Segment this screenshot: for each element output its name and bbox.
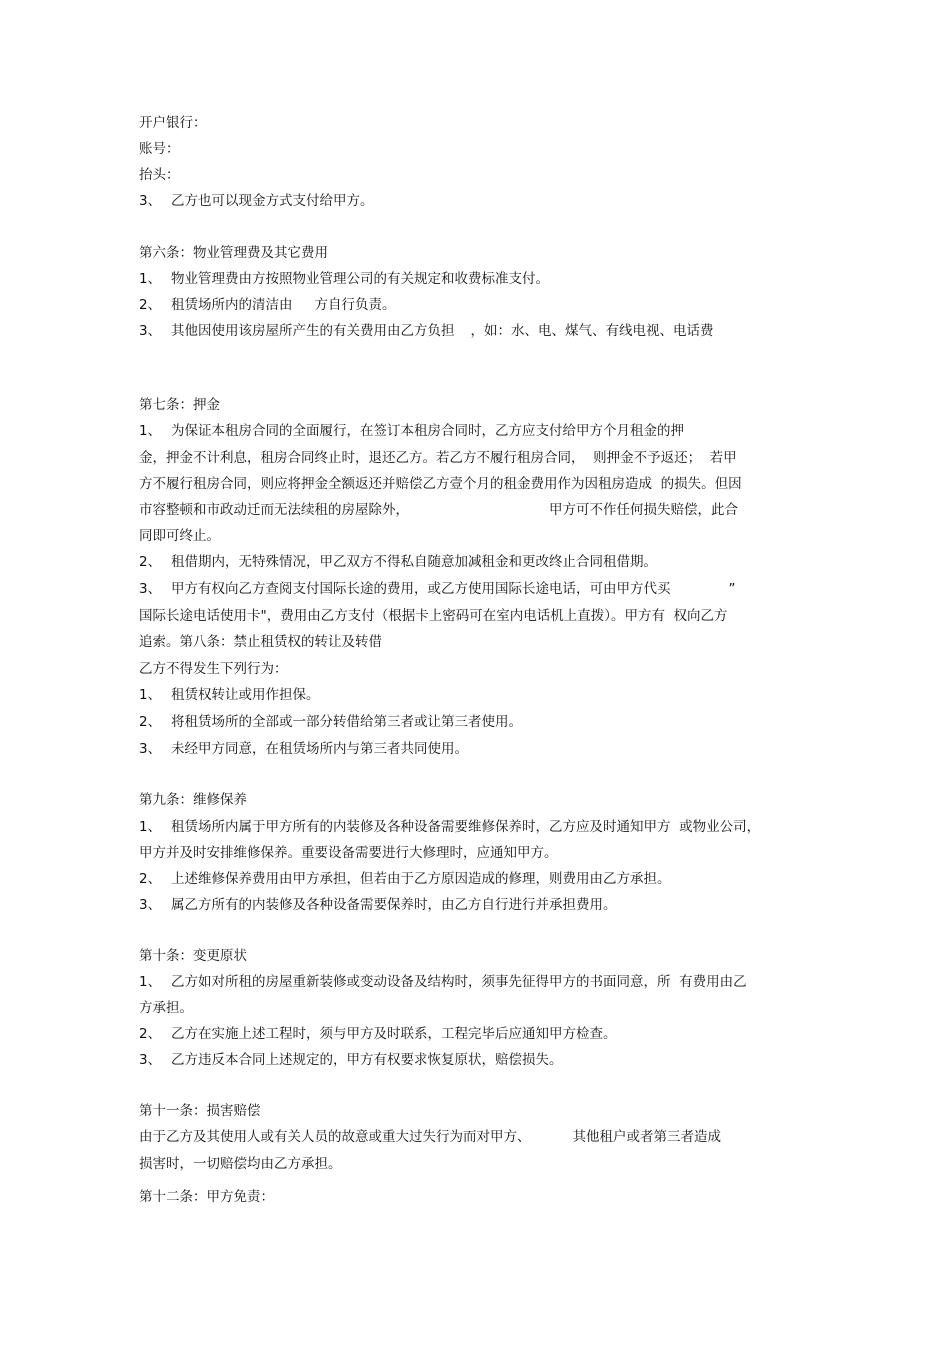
item-number: 3、: [139, 741, 162, 757]
item-text: 为保证本租房合同的全面履行，在签订本租房合同时，乙方应支付给甲方个月租金的押: [171, 423, 684, 439]
article7-item-3-line-2: 国际长途电话使用卡"，费用由乙方支付（根据卡上密码可在室内电话机上直拨）。甲方有 权向乙方: [139, 608, 728, 624]
article10-item-2: [139, 1025, 617, 1043]
item-text: 市容整顿和市政动迁而无法续租的房屋除外，: [139, 502, 409, 518]
article11-title: 第十一条：损害赔偿: [139, 1103, 261, 1119]
item-number: 2、: [139, 871, 162, 887]
item-text: 乙方在实施上述工程时，须与甲方及时联系，工程完毕后应通知甲方检查。: [171, 1026, 617, 1042]
article9-title: 第九条：维修保养: [139, 792, 247, 808]
article6-item-3: [139, 322, 714, 340]
item-number: 2、: [139, 297, 162, 313]
item-text: 乙方也可以现金方式支付给甲方。: [171, 193, 374, 209]
item-number: 2、: [139, 554, 162, 570]
item-text: 其他租户或者第三者造成: [572, 1129, 721, 1145]
item-text: 乙方如对所租的房屋重新装修或变动设备及结构时，须事先征得甲方的书面同意，所 有费用由乙: [171, 974, 747, 990]
article7-item-1-line-3: 方不履行租房合同，则应将押金全额返还并赔偿乙方壹个月的租金费用作为因租房造成 的损失。但因: [139, 476, 742, 492]
article7-item-3-line-1: [139, 580, 736, 598]
item-number: 2、: [139, 714, 162, 730]
article7-item-1-line-2: 金，押金不计利息，租房合同终止时，退还乙方。若乙方不履行租房合同， 则押金不予返还； 若甲: [139, 450, 737, 466]
item-number: 3、: [139, 1052, 162, 1068]
article7-item-1-line-4: [139, 501, 738, 519]
article12-title: 第十二条：甲方免责：: [139, 1189, 274, 1205]
item-text: 其他因使用该房屋所产生的有关费用由乙方负担: [171, 323, 455, 339]
article6-item-2: [139, 296, 396, 314]
article9-item-1-line-2: 甲方并及时安排维修保养。重要设备需要进行大修理时，应通知甲方。: [139, 845, 558, 861]
article7-title: 第七条：押金: [139, 397, 220, 413]
article9-item-2: [139, 870, 671, 888]
item-text: 方自行负责。: [314, 297, 396, 313]
item-number: 1、: [139, 423, 162, 439]
article7-item-1-line-1: [139, 422, 684, 440]
article7-item-3-line-3: 追索。第八条：禁止租赁权的转让及转借: [139, 634, 382, 650]
article8-intro: 乙方不得发生下列行为：: [139, 661, 288, 677]
article8-item-1: [139, 686, 320, 704]
payee-line: 抬头：: [139, 167, 180, 183]
article7-item-1-line-5: 同即可终止。: [139, 528, 220, 544]
article10-item-3: [139, 1051, 563, 1069]
item-text: 甲方有权向乙方查阅支付国际长途的费用，或乙方使用国际长途电话，可由甲方代买: [171, 581, 671, 597]
item-number: 2、: [139, 1026, 162, 1042]
article8-item-2: [139, 713, 522, 731]
item-number: 1、: [139, 974, 162, 990]
item-text: 乙方违反本合同上述规定的，甲方有权要求恢复原状，赔偿损失。: [171, 1052, 563, 1068]
item-text: ，如：水、电、煤气、有线电视、电话费: [470, 323, 714, 339]
item-number: 3、: [139, 323, 162, 339]
article10-item-1-line-1: [139, 973, 747, 991]
account-line: 账号：: [139, 141, 180, 157]
article6-item-1: [139, 270, 549, 288]
article7-item-2: [139, 553, 657, 571]
item-text: 未经甲方同意，在租赁场所内与第三者共同使用。: [171, 741, 468, 757]
article11-line-1: [139, 1128, 721, 1146]
item-text: ”: [728, 581, 736, 597]
article6-title: 第六条：物业管理费及其它费用: [139, 245, 328, 261]
article9-item-1-line-1: [139, 818, 760, 836]
article9-item-3: [139, 896, 617, 914]
item-number: 3、: [139, 897, 162, 913]
item-text: 由于乙方及其使用人或有关人员的故意或重大过失行为而对甲方、: [139, 1129, 531, 1145]
bank-line: 开户银行：: [139, 115, 207, 131]
item-text: 租借期内，无特殊情况，甲乙双方不得私自随意加减租金和更改终止合同租借期。: [171, 554, 657, 570]
item-text: 租赁场所内的清洁由: [171, 297, 293, 313]
item-text: 物业管理费由方按照物业管理公司的有关规定和收费标准支付。: [171, 271, 549, 287]
item-number: 1、: [139, 819, 162, 835]
item-text: 甲方可不作任何损失赔偿，此合: [549, 502, 738, 518]
article10-item-1-line-2: 方承担。: [139, 1000, 193, 1016]
payment-item-3: [139, 192, 374, 210]
item-number: 3、: [139, 581, 162, 597]
item-text: 将租赁场所的全部或一部分转借给第三者或让第三者使用。: [171, 714, 522, 730]
item-text: 租赁场所内属于甲方所有的内装修及各种设备需要维修保养时，乙方应及时通知甲方 或物业公司，: [171, 819, 761, 835]
item-number: 1、: [139, 271, 162, 287]
article11-line-2: 损害时，一切赔偿均由乙方承担。: [139, 1156, 342, 1172]
article8-item-3: [139, 740, 468, 758]
item-number: 1、: [139, 687, 162, 703]
item-text: 上述维修保养费用由甲方承担，但若由于乙方原因造成的修理，则费用由乙方承担。: [171, 871, 671, 887]
item-text: 属乙方所有的内装修及各种设备需要保养时，由乙方自行进行并承担费用。: [171, 897, 617, 913]
item-text: 租赁权转让或用作担保。: [171, 687, 320, 703]
item-number: 3、: [139, 193, 162, 209]
article10-title: 第十条：变更原状: [139, 948, 247, 964]
